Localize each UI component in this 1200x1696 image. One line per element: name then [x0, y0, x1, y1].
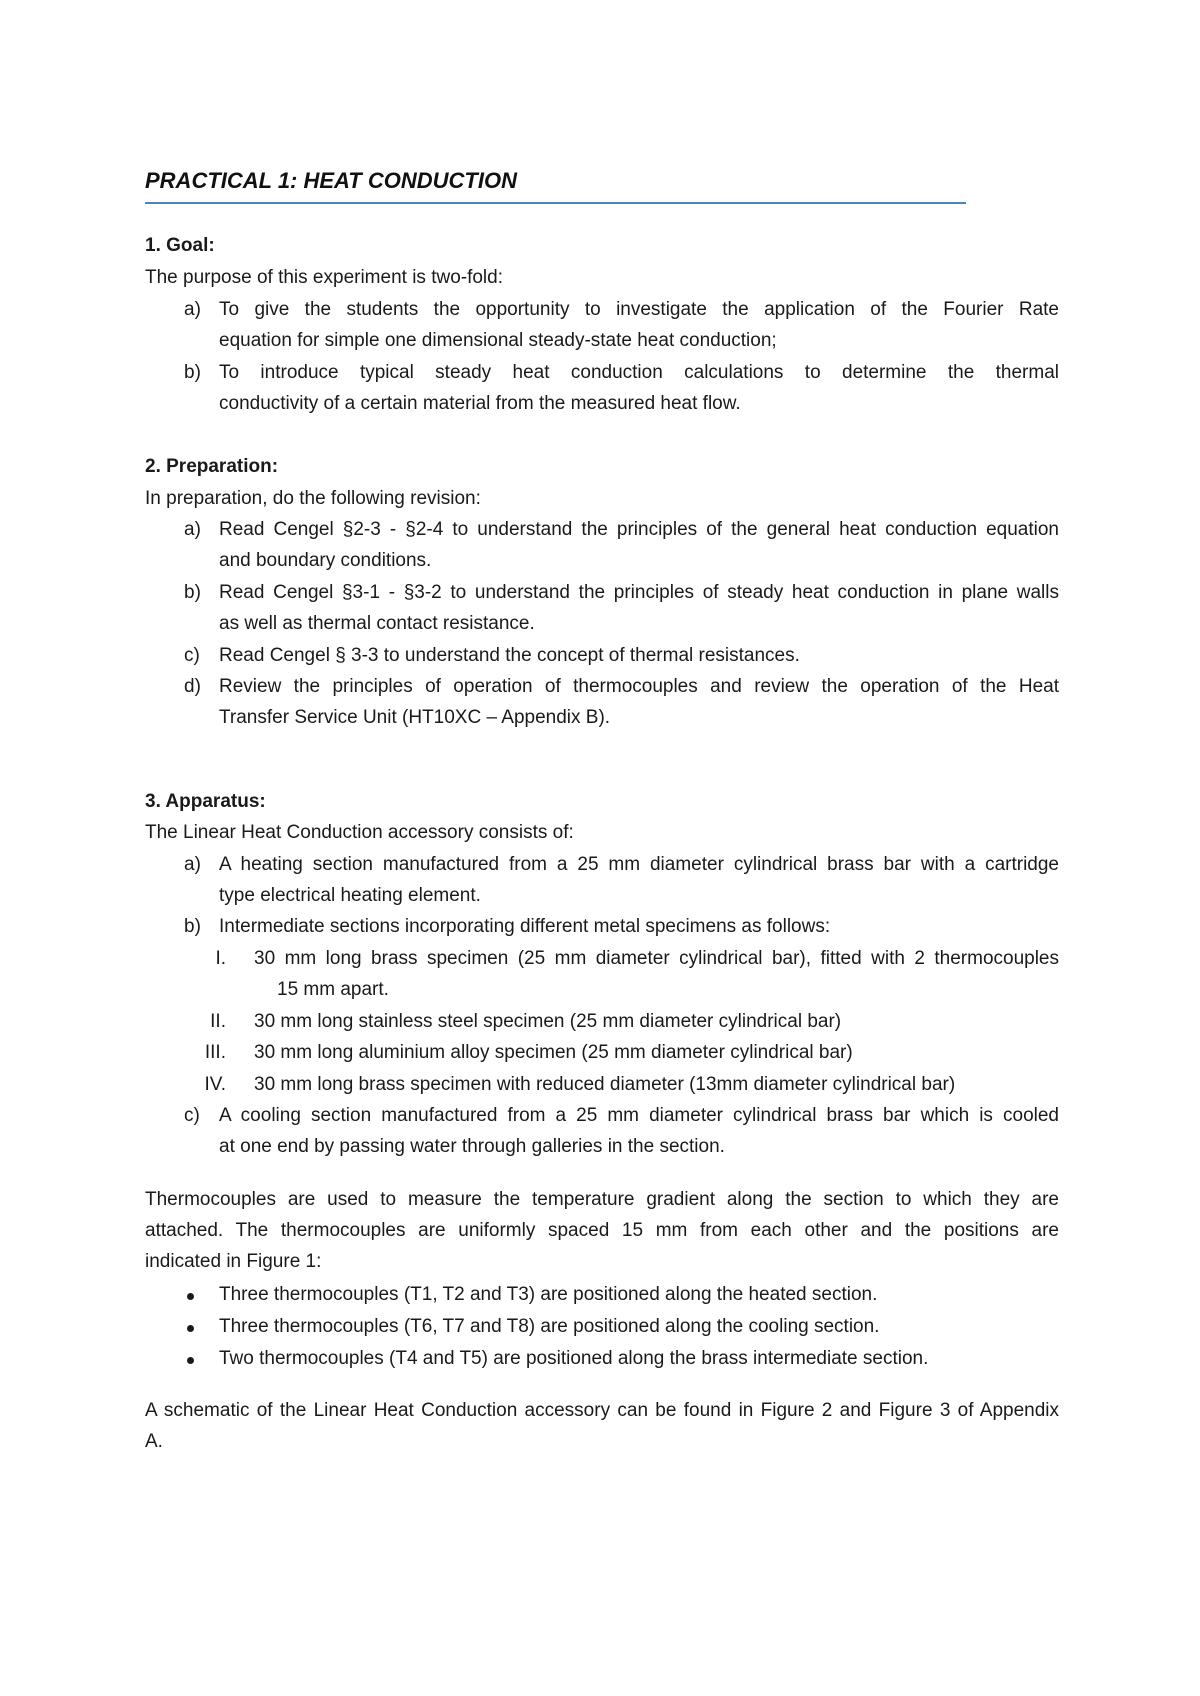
prep-item-b-line-2: as well as thermal contact resistance.: [219, 613, 535, 634]
goal-item-b-line-2: conductivity of a certain material from the measured heat flow.: [219, 393, 741, 414]
prep-item-b-line-1: Read Cengel §3-1 - §3-2 to understand the principles of steady heat conduction in plane walls: [219, 582, 1059, 603]
prep-item-a-line-2: and boundary conditions.: [219, 550, 432, 571]
apparatus-item-c-marker: c): [184, 1105, 200, 1126]
prep-item-d-line-1: Review the principles of operation of thermocouples and review the operation of the Heat: [219, 676, 1059, 697]
sub-item-2-line-1: 30 mm long stainless steel specimen (25 mm diameter cylindrical bar): [254, 1011, 842, 1032]
apparatus-heading: 3. Apparatus:: [145, 791, 266, 812]
prep-item-c-marker: c): [184, 645, 200, 666]
bullet-1-marker: [187, 1293, 194, 1300]
apparatus-item-c-line-1: A cooling section manufactured from a 25 mm diameter cylindrical brass bar which is cooled: [219, 1105, 1059, 1126]
bullet-2-marker: [187, 1325, 194, 1332]
sub-item-4-line-1: 30 mm long brass specimen with reduced diameter (13mm diameter cylindrical bar): [254, 1074, 956, 1095]
prep-item-d-line-2: Transfer Service Unit (HT10XC – Appendix B).: [219, 707, 611, 728]
goal-item-a-marker: a): [184, 299, 201, 320]
thermo-paragraph-line-3: indicated in Figure 1:: [145, 1251, 322, 1272]
apparatus-item-a-marker: a): [184, 854, 201, 875]
preparation-heading: 2. Preparation:: [145, 456, 279, 477]
sub-item-3-marker: III.: [204, 1042, 226, 1063]
prep-item-b-marker: b): [184, 582, 201, 603]
apparatus-item-b-marker: b): [184, 916, 201, 937]
goal-item-b-marker: b): [184, 362, 201, 383]
sub-item-1-line-2: 15 mm apart.: [277, 979, 389, 1000]
thermo-paragraph-line-2: attached. The thermocouples are uniformly spaced 15 mm from each other and the positions are: [145, 1220, 1059, 1241]
sub-item-3-line-1: 30 mm long aluminium alloy specimen (25 mm diameter cylindrical bar): [254, 1042, 853, 1063]
sub-item-4-marker: IV.: [204, 1074, 226, 1095]
apparatus-item-a-line-1: A heating section manufactured from a 25 mm diameter cylindrical brass bar with a cartridge: [219, 854, 1059, 875]
apparatus-item-b-line-1: Intermediate sections incorporating different metal specimens as follows:: [219, 916, 831, 937]
apparatus-intro: The Linear Heat Conduction accessory consists of:: [145, 822, 574, 843]
title-underline: [145, 202, 966, 204]
goal-item-b-line-1: To introduce typical steady heat conduction calculations to determine the thermal: [219, 362, 1059, 383]
sub-item-2-marker: II.: [210, 1011, 226, 1032]
prep-item-a-marker: a): [184, 519, 201, 540]
sub-item-1-line-1: 30 mm long brass specimen (25 mm diameter cylindrical bar), fitted with 2 thermocouples: [254, 948, 1059, 969]
sub-item-1-marker: I.: [215, 948, 226, 969]
bullet-3-marker: [187, 1357, 194, 1364]
schematic-paragraph-line-1: A schematic of the Linear Heat Conduction accessory can be found in Figure 2 and Figure 3 of Appendix: [145, 1400, 1059, 1421]
goal-item-a-line-1: To give the students the opportunity to investigate the application of the Fourier Rate: [219, 299, 1059, 320]
document-title: PRACTICAL 1: HEAT CONDUCTION: [145, 168, 517, 193]
goal-intro: The purpose of this experiment is two-fold:: [145, 267, 504, 288]
goal-heading: 1. Goal:: [145, 235, 215, 256]
preparation-intro: In preparation, do the following revision:: [145, 488, 481, 509]
apparatus-item-a-line-2: type electrical heating element.: [219, 885, 481, 906]
schematic-paragraph-line-2: A.: [145, 1431, 163, 1452]
thermo-paragraph-line-1: Thermocouples are used to measure the temperature gradient along the section to which they are: [145, 1189, 1059, 1210]
bullet-1-text: Three thermocouples (T1, T2 and T3) are positioned along the heated section.: [219, 1284, 878, 1305]
bullet-3-text: Two thermocouples (T4 and T5) are positioned along the brass intermediate section.: [219, 1348, 929, 1369]
goal-item-a-line-2: equation for simple one dimensional steady-state heat conduction;: [219, 330, 777, 351]
prep-item-d-marker: d): [184, 676, 201, 697]
apparatus-item-c-line-2: at one end by passing water through galleries in the section.: [219, 1136, 725, 1157]
prep-item-a-line-1: Read Cengel §2-3 - §2-4 to understand the principles of the general heat conduction equation: [219, 519, 1059, 540]
prep-item-c-line-1: Read Cengel § 3-3 to understand the concept of thermal resistances.: [219, 645, 800, 666]
bullet-2-text: Three thermocouples (T6, T7 and T8) are positioned along the cooling section.: [219, 1316, 880, 1337]
